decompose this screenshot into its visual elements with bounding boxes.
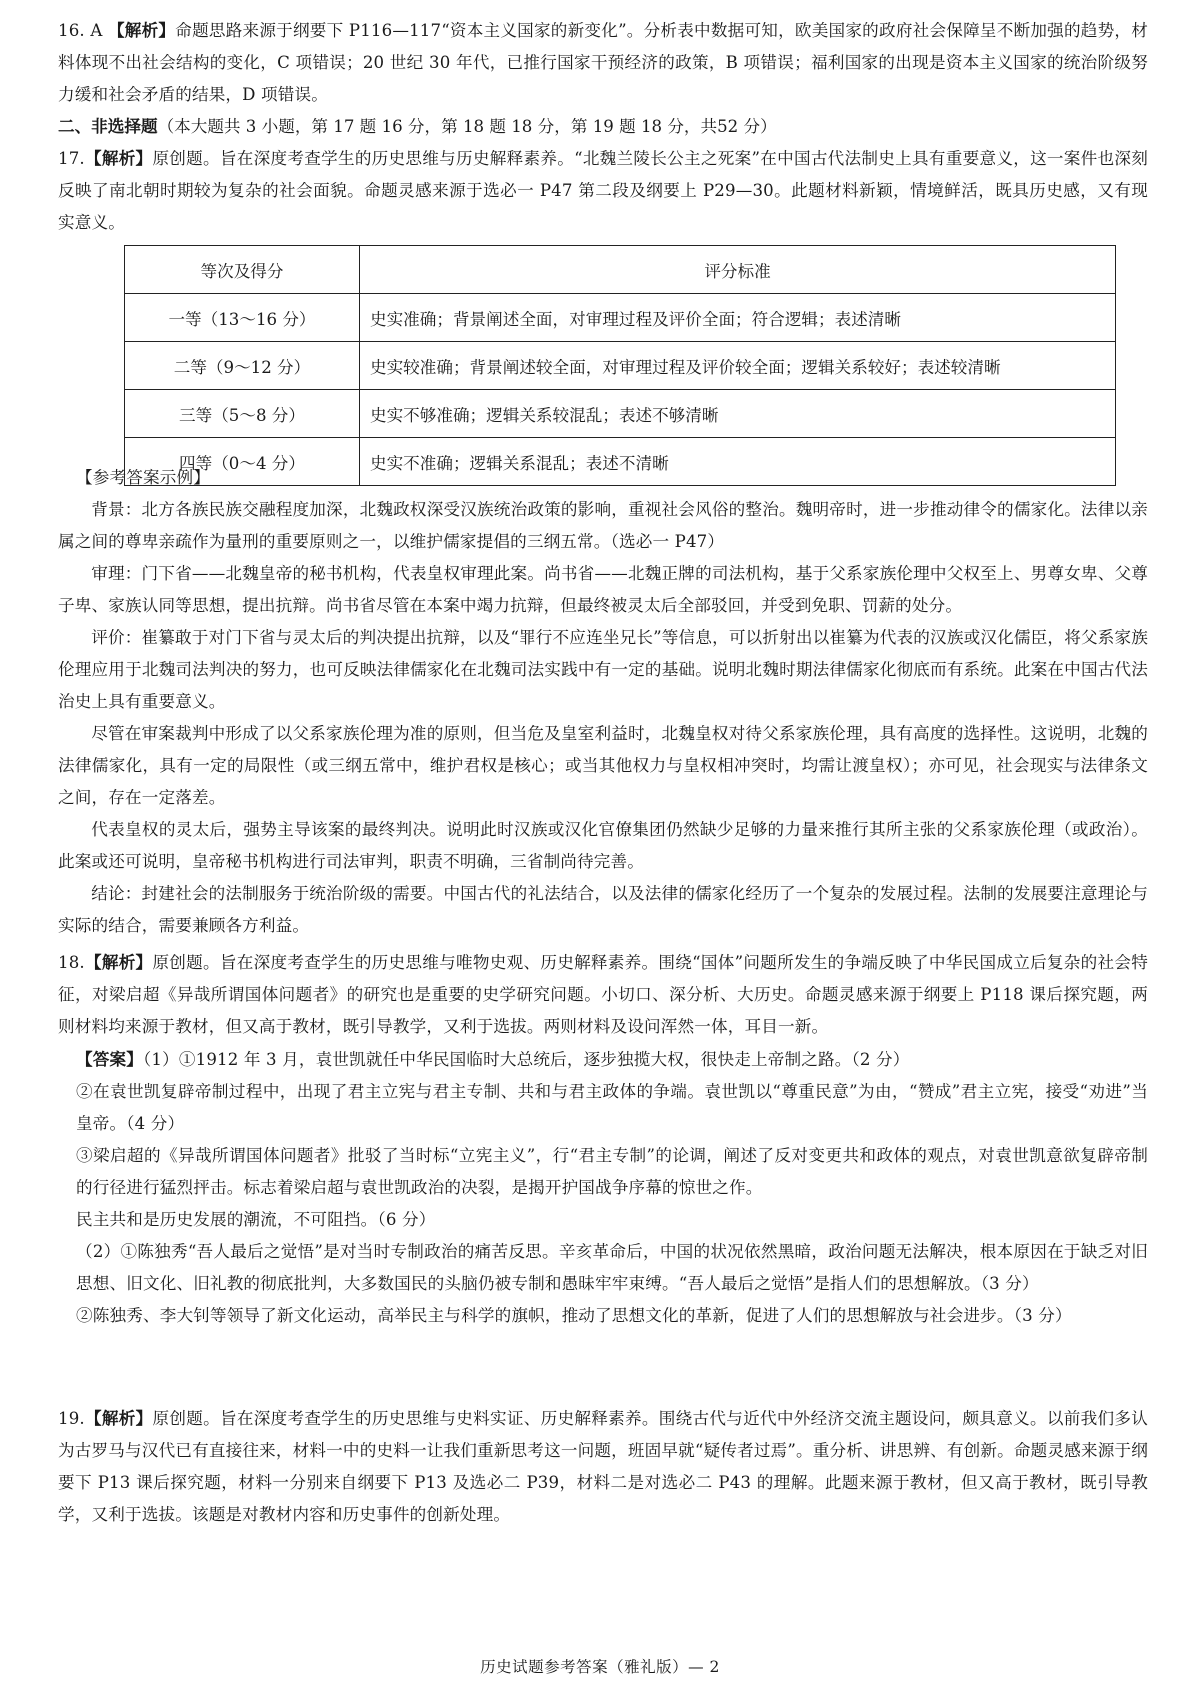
q16-text: 命题思路来源于纲要下 P116—117“资本主义国家的新变化”。分析表中数据可知，欧美国家的政府社会保障呈不断加强的趋势，材料体现不出社会结构的变化，C 项错误；20 世纪 30 年代，已推行国家干预经济的政策，B 项错误；福利国家的出现是资本主义国家的统治阶级努力缓和社会矛盾的结果，D 项错误。 <box>58 21 1148 104</box>
q19-block <box>58 1402 1148 1531</box>
grading-table-header <box>125 246 1116 294</box>
q17-trial-paragraph: 审理：门下省——北魏皇帝的秘书机构，代表皇权审理此案。尚书省——北魏正牌的司法机构，基于父系家族伦理中父权至上、男尊女卑、父尊子卑、家族认同等思想，提出抗辩。尚书省尽管在本案中竭力抗辩，但最终被灵太后全部驳回，并受到免职、罚薪的处分。 <box>58 564 1148 615</box>
q17-background-paragraph: 背景：北方各族民族交融程度加深，北魏政权深受汉族统治政策的影响，重视社会风俗的整治。魏明帝时，进一步推动律令的儒家化。法律以亲属之间的尊卑亲疏作为量刑的重要原则之一，以维护儒家提倡的三纲五常。（选必一 P47） <box>58 500 1148 551</box>
grade-level-cell: 一等（13～16 分） <box>125 294 360 342</box>
q17-conclusion-paragraph: 结论：封建社会的法制服务于统治阶级的需要。中国古代的礼法结合，以及法律的儒家化经历了一个复杂的发展过程。法制的发展要注意理论与实际的结合，需要兼顾各方利益。 <box>58 884 1148 935</box>
q17-evaluation-paragraph: 评价：崔纂敢于对门下省与灵太后的判决提出抗辩，以及“罪行不应连坐兄长”等信息，可以折射出以崔纂为代表的汉族或汉化儒臣，将父系家族伦理应用于北魏司法判决的努力，也可反映法律儒家化在北魏司法实践中有一定的基础。说明北魏时期法律儒家化彻底而有系统。此案在中国古代法治史上具有重要意义。 <box>58 628 1148 711</box>
table-row <box>125 390 1116 438</box>
q16-label: 16. A <box>58 21 103 40</box>
q18-answer-1-text: （1）①1912 年 3 月，袁世凯就任中华民国临时大总统后，逐步独揽大权，很快走上帝制之路。（2 分） <box>142 1050 910 1069</box>
section2-heading <box>58 110 1148 143</box>
q16-block <box>58 14 1148 111</box>
q18-text: 原创题。旨在深度考查学生的历史思维与唯物史观、历史解释素养。围绕“国体”问题所发生的争端反映了中华民国成立后复杂的社会特征，对梁启超《异哉所谓国体问题者》的研究也是重要的史学研究问题。小切口、深分析、大历史。命题灵感来源于纲要上 P118 课后探究题，两则材料均来源于教材，但又高于教材，既引导教学，又利于选拔。两则材料及设问浑然一体，耳目一新。 <box>58 953 1148 1036</box>
section2-block <box>58 110 1148 143</box>
q17-sample-title: 【参考答案示例】 <box>76 468 210 487</box>
q19-tag: 【解析】 <box>84 1408 153 1428</box>
page-footer: 历史试题参考答案（雅礼版）— 2 <box>480 1658 720 1676</box>
q18-answer-5: （2）①陈独秀“吾人最后之觉悟”是对当时专制政治的痛苦反思。辛亥革命后，中国的状况依然黑暗，政治问题无法解决，根本原因在于缺乏对旧思想、旧文化、旧礼教的彻底批判，大多数国民的头脑仍被专制和愚昧牢牢束缚。“吾人最后之觉悟”是指人们的思想解放。（3 分） <box>76 1242 1148 1293</box>
q17-text: 原创题。旨在深度考查学生的历史思维与历史解释素养。“北魏兰陵长公主之死案”在中国古代法制史上具有重要意义，这一案件也深刻反映了南北朝时期较为复杂的社会面貌。命题灵感来源于选必一 P47 第二段及纲要上 P29—30。此题材料新颖，情境鲜活，既具历史感，又有现实意义。 <box>58 149 1148 232</box>
grade-level-cell: 二等（9～12 分） <box>125 342 360 390</box>
table-row <box>125 294 1116 342</box>
grading-header-level: 等次及得分 <box>125 246 360 294</box>
q16-paragraph <box>58 14 1148 111</box>
grade-criteria-cell: 史实较准确；背景阐述较全面，对审理过程及评价较全面；逻辑关系较好；表述较清晰 <box>360 342 1116 390</box>
section2-note: （本大题共 3 小题，第 17 题 16 分，第 18 题 18 分，第 19 题 18 分，共52 分） <box>157 117 777 136</box>
q18-answer-6: ②陈独秀、李大钊等领导了新文化运动，高举民主与科学的旗帜，推动了思想文化的革新，促进了人们的思想解放与社会进步。（3 分） <box>76 1306 1072 1325</box>
q17-paragraph <box>58 142 1148 239</box>
q17-block <box>58 142 1148 239</box>
q19-text: 原创题。旨在深度考查学生的历史思维与史料实证、历史解释素养。围绕古代与近代中外经济交流主题设问，颇具意义。以前我们多认为古罗马与汉代已有直接往来，材料一中的史料一让我们重新思考这一问题，班固早就“疑传者过焉”。重分析、讲思辨、有创新。命题灵感来源于纲要下 P13 课后探究题，材料一分别来自纲要下 P13 及选必二 P39，材料二是对选必二 P43 的理解。此题来源于教材，但又高于教材，既引导教学，又利于选拔。该题是对教材内容和历史事件的创新处理。 <box>58 1409 1148 1524</box>
table-row <box>125 342 1116 390</box>
q17-limitation-paragraph: 尽管在审案裁判中形成了以父系家族伦理为准的原则，但当危及皇室利益时，北魏皇权对待父系家族伦理，具有高度的选择性。这说明，北魏的法律儒家化，具有一定的局限性（或三纲五常中，维护君权是核心；或当其他权力与皇权相冲突时，均需让渡皇权）；亦可见，社会现实与法律条文之间，存在一定落差。 <box>58 724 1148 807</box>
grading-header-criteria: 评分标准 <box>360 246 1116 294</box>
q18-answer-3: ③梁启超的《异哉所谓国体问题者》批驳了当时标“立宪主义”，行“君主专制”的论调，阐述了反对变更共和政体的观点，对袁世凯意欲复辟帝制的行径进行猛烈抨击。标志着梁启超与袁世凯政治的决裂，是揭开护国战争序幕的惊世之作。 <box>76 1146 1148 1197</box>
q16-tag: 【解析】 <box>107 20 176 40</box>
q18-tag: 【解析】 <box>84 952 153 972</box>
q17-empress-paragraph: 代表皇权的灵太后，强势主导该案的最终判决。说明此时汉族或汉化官僚集团仍然缺少足够的力量来推行其所主张的父系家族伦理（或政治）。此案或还可说明，皇帝秘书机构进行司法审判，职责不明确，三省制尚待完善。 <box>58 820 1148 871</box>
grade-level-cell: 四等（0～4 分） <box>125 438 360 486</box>
q18-answer-tag: 【答案】 <box>76 1049 143 1069</box>
q19-paragraph <box>58 1402 1148 1531</box>
q17-label: 17. <box>58 149 85 168</box>
q19-label: 19. <box>58 1409 85 1428</box>
q18-answer-2: ②在袁世凯复辟帝制过程中，出现了君主立宪与君主专制、共和与君主政体的争端。袁世凯以“尊重民意”为由，“赞成”君主立宪，接受“劝进”当皇帝。（4 分） <box>76 1082 1148 1133</box>
q18-answer-1 <box>58 1043 1148 1076</box>
q18-label: 18. <box>58 953 85 972</box>
q17-tag: 【解析】 <box>84 148 153 168</box>
grade-level-cell: 三等（5～8 分） <box>125 390 360 438</box>
grade-criteria-cell: 史实不准确；逻辑关系混乱；表述不清晰 <box>360 438 1116 486</box>
section2-title: 二、非选择题 <box>58 116 158 136</box>
grade-criteria-cell: 史实准确；背景阐述全面，对审理过程及评价全面；符合逻辑；表述清晰 <box>360 294 1116 342</box>
q17-sample-block <box>58 462 1148 942</box>
q18-paragraph <box>58 946 1148 1043</box>
grading-table <box>124 245 1116 486</box>
q18-block <box>58 946 1148 1332</box>
grade-criteria-cell: 史实不够准确；逻辑关系较混乱；表述不够清晰 <box>360 390 1116 438</box>
q18-answer-4: 民主共和是历史发展的潮流，不可阻挡。（6 分） <box>76 1210 436 1229</box>
